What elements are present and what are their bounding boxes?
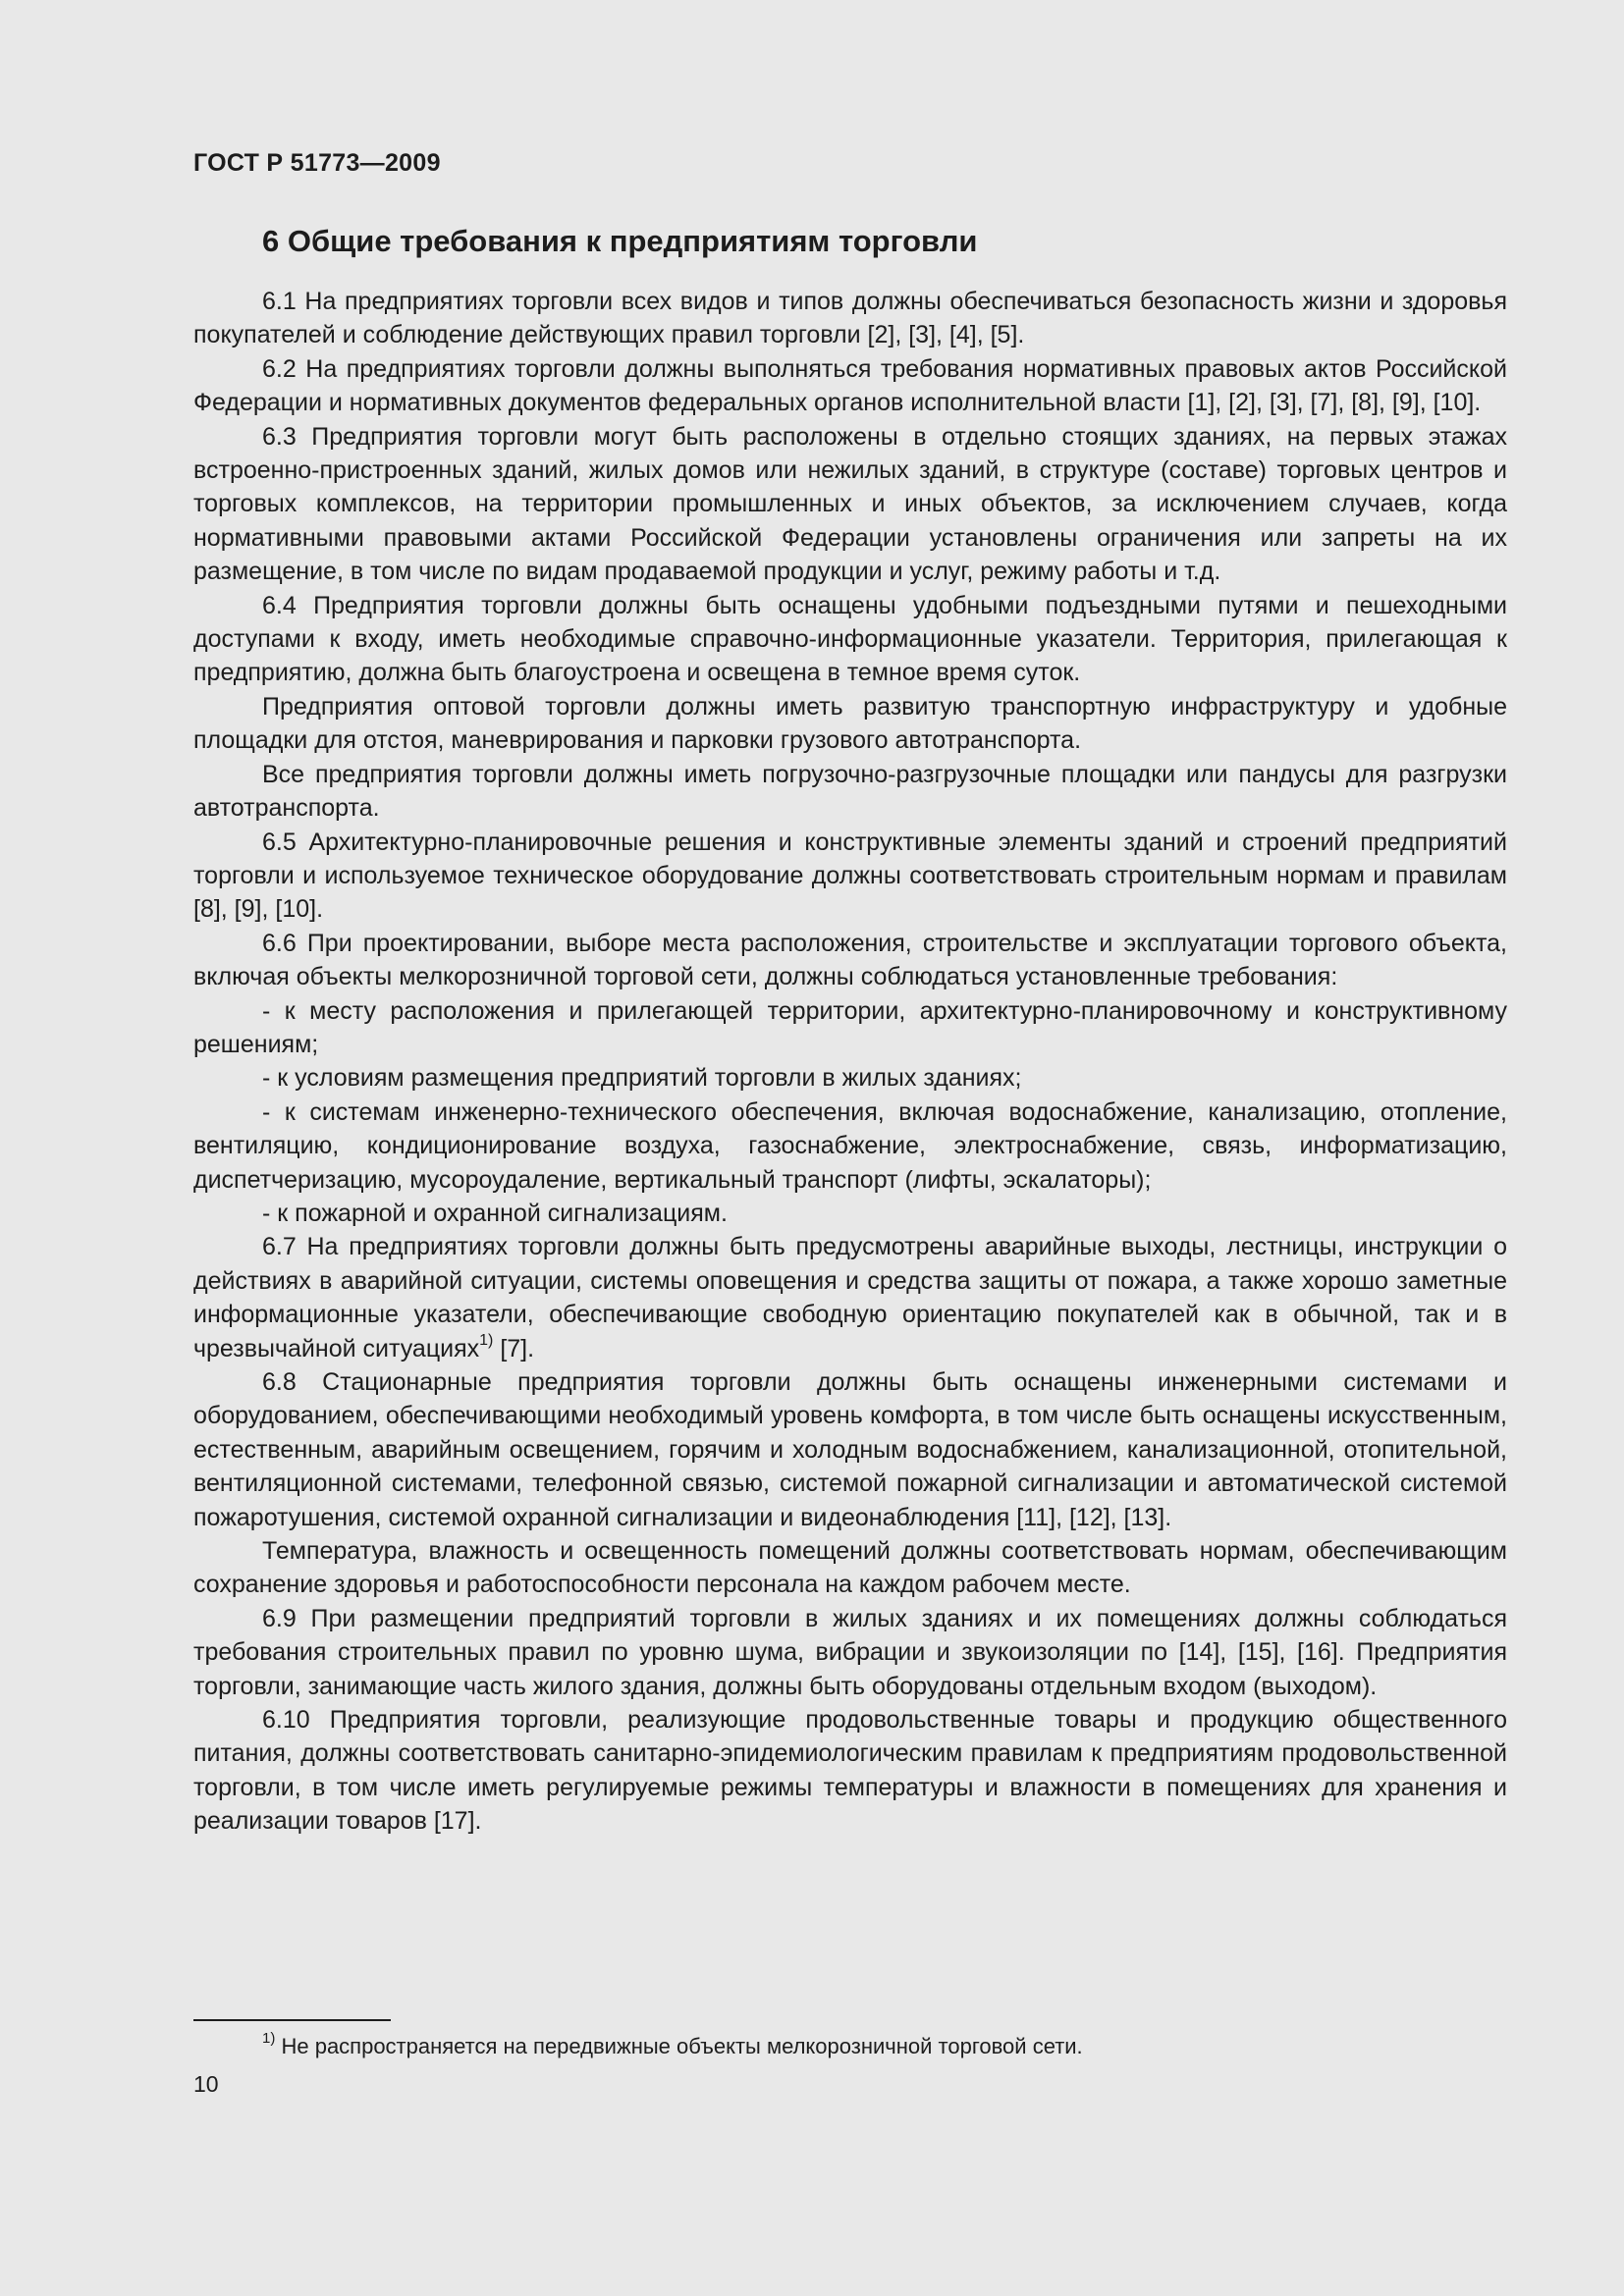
paragraph-6-2: 6.2 На предприятиях торговли должны выполняться требования нормативных правовых актов Российской Федерации и нормативных документов федеральных органов исполнительной власти [1], [2], [3], [7], [8], [9], [10]. xyxy=(193,354,1507,417)
paragraph-6-9: 6.9 При размещении предприятий торговли в жилых зданиях и их помещениях должны соблюдаться требования строительных правил по уровню шума, вибрации и звукоизоляции по [14], [15], [16]. Предприятия торговли, занимающие часть жилого здания, должны быть оборудованы отдельным входом (выходом). xyxy=(193,1604,1507,1700)
footnote-text: Не распространяется на передвижные объекты мелкорозничной торговой сети. xyxy=(281,2034,1083,2058)
section-title: 6 Общие требования к предприятиям торговли xyxy=(262,224,978,258)
list-item: - к условиям размещения предприятий торговли в жилых зданиях; xyxy=(262,1064,1022,1093)
paragraph-6-7 xyxy=(193,1230,1507,1365)
section-body xyxy=(193,285,1507,1839)
list-item: - к системам инженерно-технического обеспечения, включая водоснабжение, канализацию, отопление, вентиляцию, кондиционирование воздуха, газоснабжение, электроснабжение, связь, информатизацию, диспетчеризацию, мусороудаление, вертикальный транспорт (лифты, эскалаторы); xyxy=(193,1097,1507,1194)
paragraph-6-5: 6.5 Архитектурно-планировочные решения и конструктивные элементы зданий и строений предприятий торговли и используемое техническое оборудование должны соответствовать строительным нормам и правилам [8], [9], [10]. xyxy=(193,828,1507,924)
paragraph-6-6: 6.6 При проектировании, выборе места расположения, строительстве и эксплуатации торгового объекта, включая объекты мелкорозничной торговой сети, должны соблюдаться установленные требования: xyxy=(193,929,1507,991)
footnote xyxy=(262,2029,1083,2061)
paragraph-6-4: 6.4 Предприятия торговли должны быть оснащены удобными подъездными путями и пешеходными доступами к входу, иметь необходимые справочно-информационные указатели. Территория, прилегающая к предприятию, должна быть благоустроена и освещена в темное время суток. xyxy=(193,591,1507,687)
page-number: 10 xyxy=(193,2071,219,2097)
footnote-divider xyxy=(193,2019,391,2021)
paragraph-6-7-text: 6.7 На предприятиях торговли должны быть предусмотрены аварийные выходы, лестницы, инструкции о действиях в аварийной ситуации, системы оповещения и средства защиты от пожара, а также хорошо заметные информационные указатели, обеспечивающие свободную ориентацию покупателей как в обычной, так и в чрезвычайной ситуациях xyxy=(193,1233,1507,1362)
footnote-reference[interactable]: 1) xyxy=(479,1332,494,1350)
paragraph-6-1: 6.1 На предприятиях торговли всех видов и типов должны обеспечиваться безопасность жизни и здоровья покупателей и соблюдение действующих правил торговли [2], [3], [4], [5]. xyxy=(193,288,1507,349)
paragraph-temperature: Температура, влажность и освещенность помещений должны соответствовать нормам, обеспечивающим сохранение здоровья и работоспособности персонала на каждом рабочем месте. xyxy=(193,1537,1507,1599)
paragraph-6-3: 6.3 Предприятия торговли могут быть расположены в отдельно стоящих зданиях, на первых этажах встроенно-пристроенных зданий, жилых домов или нежилых зданий, в структуре (составе) торговых центров и торговых комплексов, на территории промышленных и иных объектов, за исключением случаев, когда нормативными правовыми актами Российской Федерации установлены ограничения или запреты на их размещение, в том числе по видам продаваемой продукции и услуг, режиму работы и т.д. xyxy=(193,422,1507,586)
paragraph-wholesale: Предприятия оптовой торговли должны иметь развитую транспортную инфраструктуру и удобные площадки для отстоя, маневрирования и парковки грузового автотранспорта. xyxy=(193,692,1507,755)
standard-designation: ГОСТ Р 51773—2009 xyxy=(193,149,441,177)
list-item: - к месту расположения и прилегающей территории, архитектурно-планировочному и конструктивному решениям; xyxy=(193,996,1507,1058)
paragraph-6-8: 6.8 Стационарные предприятия торговли должны быть оснащены инженерными системами и оборудованием, обеспечивающими необходимый уровень комфорта, в том числе быть оснащены искусственным, естественным, аварийным освещением, горячим и холодным водоснабжением, канализационной, отопительной, вентиляционной системами, телефонной связью, системой пожарной сигнализации и автоматической системой пожаротушения, системой охранной сигнализации и видеонаблюдения [11], [12], [13]. xyxy=(193,1368,1507,1531)
paragraph-6-10: 6.10 Предприятия торговли, реализующие продовольственные товары и продукцию общественного питания, должны соответствовать санитарно-эпидемиологическим правилам к предприятиям продовольственной торговли, в том числе иметь регулируемые режимы температуры и влажности в помещениях для хранения и реализации товаров [17]. xyxy=(193,1706,1507,1836)
paragraph-6-7-tail: [7]. xyxy=(493,1334,535,1362)
paragraph-loading-areas: Все предприятия торговли должны иметь погрузочно-разгрузочные площадки или пандусы для разгрузки автотранспорта. xyxy=(193,760,1507,823)
footnote-marker: 1) xyxy=(262,2029,276,2047)
list-item: - к пожарной и охранной сигнализациям. xyxy=(262,1199,728,1227)
